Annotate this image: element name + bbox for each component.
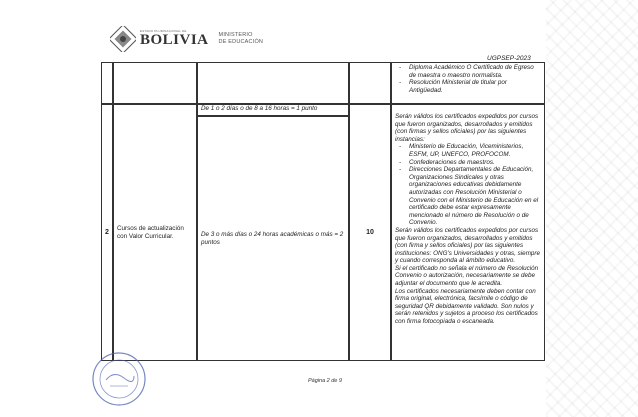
criterion-cell: [113, 104, 197, 361]
top-row-requirements-cell: [391, 62, 545, 104]
max-points-cell: [349, 104, 391, 361]
page-number: Página 2 de 9: [308, 378, 342, 384]
scoring-a-cell: [197, 104, 349, 116]
brand-name: BOLIVIA: [140, 32, 209, 48]
list-item: - Resolución Ministerial de titular por Antigüedad.: [395, 79, 541, 94]
list-item: - Diploma Académico O Certificado de Egreso de maestra o maestro normalista.: [395, 64, 541, 79]
validity-intro-2: Serán válidos los certificados expedidos por cursos que fueron organizados, desarrollados y emitidos (con firma y sellos oficiales) por las siguientes instituciones: ONG's Universidades y otras, siempre y cuando corresponda al ámbito educativo.: [395, 226, 541, 265]
scoring-b-cell: [197, 116, 349, 361]
scoring-b-text: De 3 o más días o 24 horas académicas o más = 2 puntos: [201, 230, 344, 246]
validity-intro-1: Serán válidos los certificados expedidos por cursos que fueron organizados, desarrollados y emitidos (con firmas y sellos oficiales) por las siguientes instancias:: [395, 113, 539, 143]
validity-cell: [391, 104, 545, 361]
brand-subtitle: ESTADO PLURINACIONAL DE: [140, 29, 187, 33]
list-item: - Confederaciones de maestros.: [395, 159, 541, 167]
decorative-side-pattern: [546, 0, 638, 417]
ministry-block: [219, 32, 264, 46]
note-2: Los certificados necesariamente deben contar con firma original, electrónica, facsímile o código de seguridad QR debidamente validado. Son nulos y serán retenidos y sujetos a proceso los certificados con firma fotocopiada o escaneada.: [395, 287, 538, 326]
scoring-a-text: De 1 o 2 días o de 8 a 16 horas = 1 punto: [201, 105, 318, 112]
top-row-list: [395, 64, 541, 94]
letterhead: [110, 24, 263, 54]
top-row-scoring-cell: [197, 62, 349, 104]
ministry-line-1: MINISTERIO: [218, 32, 253, 39]
max-points-value: 10: [366, 228, 374, 236]
brand-block: [140, 30, 209, 48]
row-number: 2: [105, 228, 109, 236]
row-number-cell: [101, 104, 113, 361]
top-row-number-cell: [101, 62, 113, 104]
ministry-stamp: [90, 350, 148, 408]
note-1: Si el certificado no señala el número de Resolución Convenio o autorización, necesariamente se debe adjuntar el documento que le acredita.: [395, 264, 539, 288]
bolivia-coat-of-arms-icon: [110, 26, 136, 52]
top-row-points-cell: [349, 62, 391, 104]
list-item: - Ministerio de Educación, Viceministerios, ESFM, UP, UNEFCO, PROFOCOM.: [395, 143, 541, 158]
top-row-criterion-cell: [113, 62, 197, 104]
criterion-text: Cursos de actualización con Valor Curricular.: [117, 224, 184, 240]
evaluation-table: [101, 62, 545, 361]
ministry-line-2: DE EDUCACIÓN: [218, 39, 264, 45]
validity-list: [395, 143, 541, 227]
list-item: - Direcciones Departamentales de Educación, Organizaciones Sindicales y otras organizaciones educativas debidamente autorizadas con Resolución Ministerial o Convenio con el Ministerio de Educación en el certificado debe estar expresamente mencionado el número de Resolución o de Convenio.: [395, 166, 541, 227]
document-code: UGPSEP-2023: [487, 55, 531, 62]
